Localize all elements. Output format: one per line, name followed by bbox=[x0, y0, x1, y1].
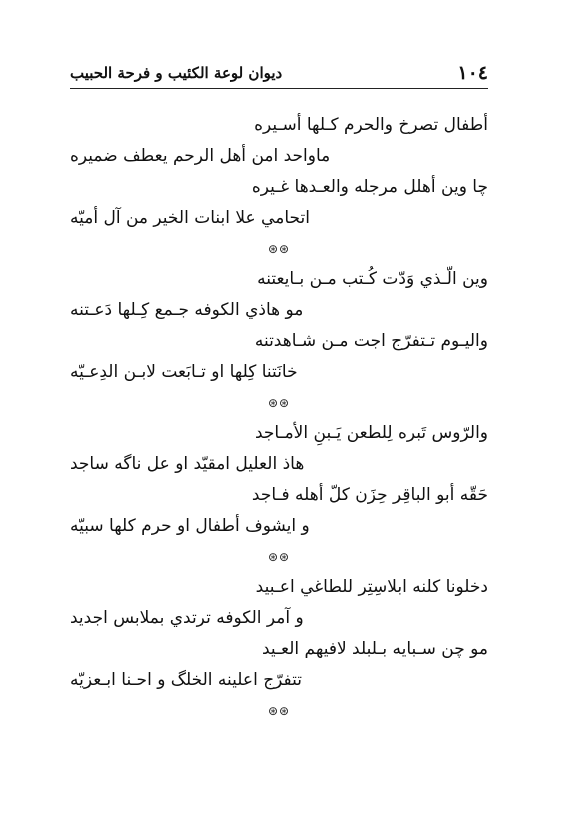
verse-line: دخلونا كلنه ابلاسِتِر للطاغي اعـبيد bbox=[255, 577, 488, 597]
verse-line: مو هاذي الكوفه جـمع كِـلها دَعـتنه bbox=[70, 300, 304, 320]
verse-line: حَقّه أبو الباقِر حِزَن كلّ أهله فـاجد bbox=[251, 485, 488, 505]
stanza-separator-ornament: ⊛⊛ bbox=[267, 550, 291, 564]
verse-line: خانَتنا كِلها او تـابَعت لابـن الدِعـيّه bbox=[70, 362, 298, 382]
stanza bbox=[70, 418, 488, 542]
page-header bbox=[70, 62, 488, 86]
stanza bbox=[70, 264, 488, 388]
stanza-separator-ornament: ⊛⊛ bbox=[267, 396, 291, 410]
verse-line: و آمر الكوفه ترتدي بملابس اجديد bbox=[70, 608, 304, 628]
verse-line: ماواحد امن أهل الرحم يعطف ضميره bbox=[70, 146, 331, 166]
verse-line: والرّوس تَبره لِلطعن يَـبنِ الأمـاجد bbox=[254, 423, 488, 443]
stanza-separator-ornament: ⊛⊛ bbox=[267, 704, 291, 718]
page-number: ١٠٤ bbox=[457, 62, 488, 84]
verse-line: وين الّـذي وَدّت كُـتب مـن بـايعتنه bbox=[257, 269, 488, 289]
verse-line: چا وين أهلل مرجله والعـدها غـيره bbox=[251, 177, 488, 197]
stanza bbox=[70, 110, 488, 234]
verse-line: اتحامي علا ابنات الخير من آل أميّه bbox=[70, 208, 310, 228]
verse-line: أطفال تصرخ والحرم كـلها أسـيره bbox=[254, 115, 488, 135]
verse-line: هاذ العليل امقيّد او عل ناگه ساجد bbox=[70, 454, 305, 474]
poem-body bbox=[70, 110, 488, 726]
verse-line: تتفرّج اعلينه الخلگ و احـنا ابـعزيّه bbox=[70, 670, 303, 690]
stanza bbox=[70, 572, 488, 696]
verse-line: مو چن سـبايه بـلبلد لافيهم العـيد bbox=[262, 639, 488, 659]
running-book-title: ديوان لوعة الكئيب و فرحة الحبيب bbox=[70, 64, 283, 82]
verse-line: و ايشوف أطفال او حرم كلها سبيّه bbox=[70, 516, 310, 536]
verse-line: واليـوم تـتفرّج اجت مـن شـاهدتنه bbox=[254, 331, 488, 351]
header-divider bbox=[70, 88, 488, 89]
stanza-separator-ornament: ⊛⊛ bbox=[267, 242, 291, 256]
